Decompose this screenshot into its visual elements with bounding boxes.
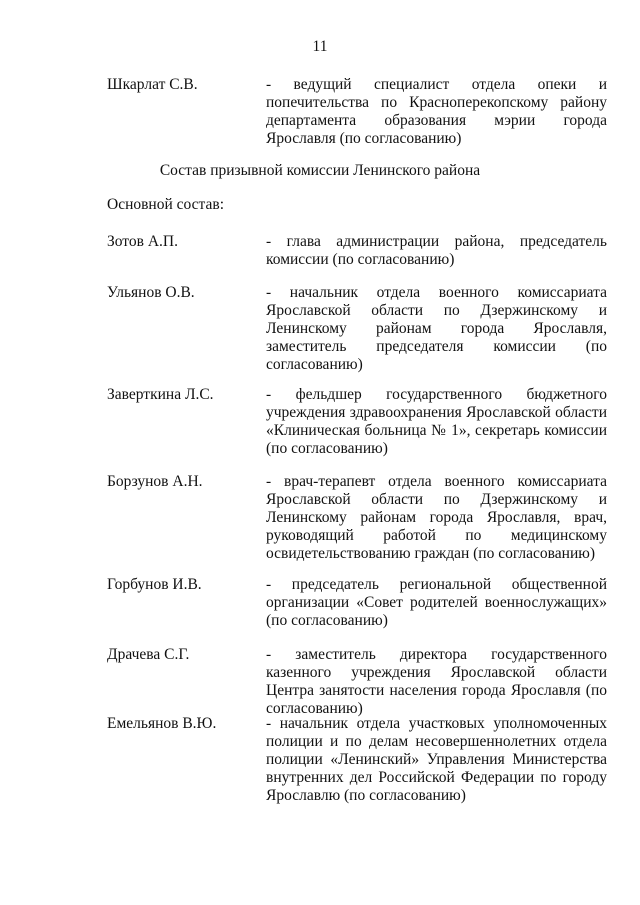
- page-number: 11: [312, 38, 328, 55]
- member-role: - ведущий специалист отдела опеки и попечительства по Красноперекопскому району департамента образования мэрии города Ярославля (по согласованию): [266, 76, 607, 147]
- member-role: - начальник отдела участковых уполномоченных полиции и по делам несовершеннолетних отдела полиции «Ленинский» Управления Министерства внутренних дел Российской Федерации по городу Ярославлю (по согласованию): [266, 715, 607, 804]
- member-name: Борзунов А.Н.: [107, 473, 203, 490]
- member-name: Драчева С.Г.: [107, 646, 190, 663]
- member-name: Емельянов В.Ю.: [107, 715, 217, 732]
- member-name: Шкарлат С.В.: [107, 76, 198, 93]
- member-role: - глава администрации района, председатель комиссии (по согласованию): [266, 233, 607, 268]
- member-role: - фельдшер государственного бюджетного учреждения здравоохранения Ярославской области «Клиническая больница № 1», секретарь комиссии (по согласованию): [266, 386, 607, 457]
- member-name: Ульянов О.В.: [107, 284, 195, 301]
- member-role: - начальник отдела военного комиссариата Ярославской области по Дзержинскому и Ленинскому районам города Ярославля, заместитель председателя комиссии (по согласованию): [266, 284, 607, 373]
- member-role: - председатель региональной общественной организации «Совет родителей военнослужащих» (по согласованию): [266, 576, 607, 629]
- member-name: Горбунов И.В.: [107, 576, 202, 593]
- member-role: - заместитель директора государственного казенного учреждения Ярославской области Центра занятости населения города Ярославля (по согласованию): [266, 646, 607, 717]
- subsection-title: Основной состав:: [107, 196, 225, 213]
- section-title: Состав призывной комиссии Ленинского района: [159, 162, 481, 179]
- member-name: Зотов А.П.: [107, 233, 178, 250]
- member-role: - врач-терапевт отдела военного комиссариата Ярославской области по Дзержинскому и Ленинскому районам города Ярославля, врач, руководящий работой по медицинскому освидетельствованию граждан (по согласованию): [266, 473, 607, 562]
- member-name: Заверткина Л.С.: [107, 386, 214, 403]
